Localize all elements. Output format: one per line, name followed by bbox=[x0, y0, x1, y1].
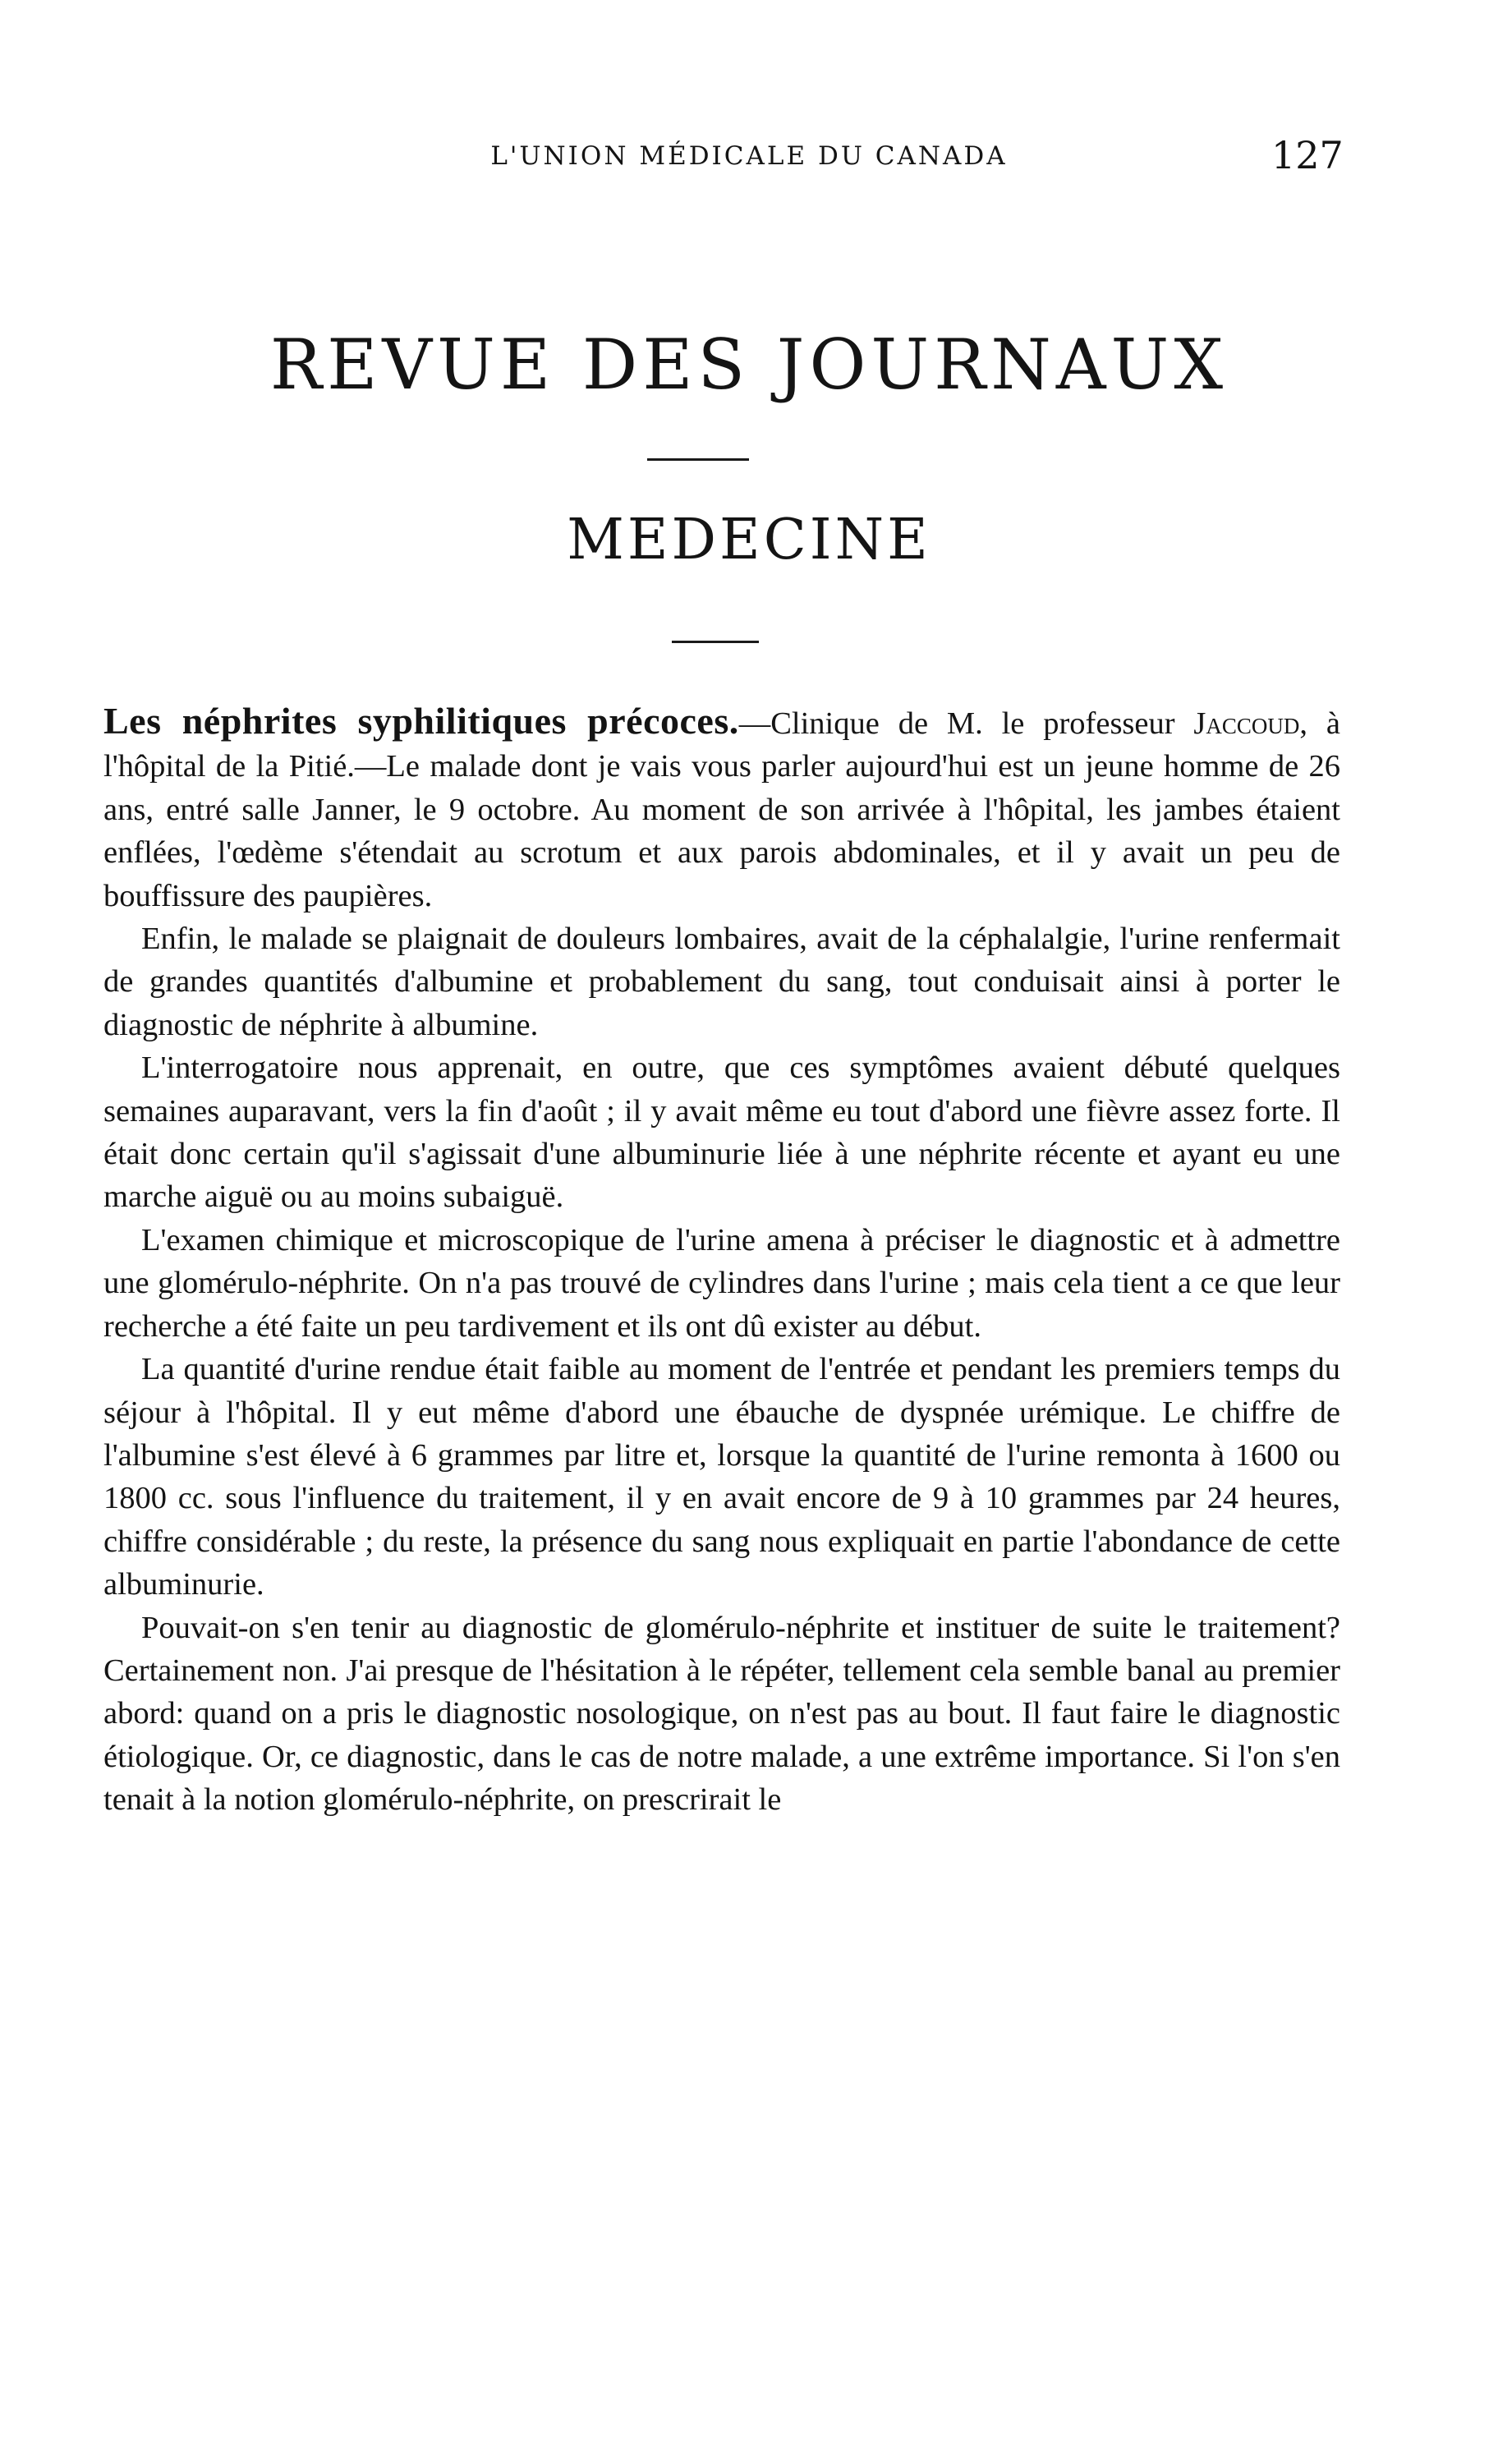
article-lead: —Clinique de M. le professeur bbox=[738, 706, 1194, 741]
article-first-paragraph bbox=[103, 700, 1340, 917]
section-heading: MEDECINE bbox=[567, 508, 931, 572]
section-divider bbox=[672, 641, 759, 643]
running-header bbox=[0, 133, 1498, 179]
article-paragraph: Enfin, le malade se plaignait de douleurs lombaires, avait de la céphalalgie, l'urine renfermait de grandes quantités d'albumine et probablement du sang, tout conduisait ainsi à porter le diagnostic de néphrite à albumine. bbox=[103, 922, 1340, 1042]
page-number: 127 bbox=[1271, 133, 1344, 177]
article-paragraph: La quantité d'urine rendue était faible au moment de l'entrée et pendant les premiers temps du séjour à l'hôpital. Il y eut même d'abord une ébauche de dyspnée urémique. Le chiffre de l'albumine s'est élevé à 6 grammes par litre et, lorsque la quantité de l'urine remonta à 1600 ou 1800 cc. sous l'influence du traitement, il y en avait encore de 9 à 10 grammes par 24 heures, chiffre considérable ; du reste, la présence du sang nous expliquait en partie l'abondance de cette albuminurie. bbox=[103, 1352, 1340, 1602]
author-name: Jaccoud bbox=[1193, 706, 1300, 741]
article-title: Les néphrites syphilitiques précoces. bbox=[103, 700, 739, 742]
article-paragraph: L'interrogatoire nous apprenait, en outre, que ces symptômes avaient débuté quelques semaines auparavant, vers la fin d'août ; il y avait même eu tout d'abord une fièvre assez forte. Il était donc certain qu'il s'agissait d'une albuminurie liée à une néphrite récente et ayant eu une marche aiguë ou au moins subaiguë. bbox=[103, 1050, 1340, 1215]
article-paragraph: Pouvait-on s'en tenir au diagnostic de glomérulo-néphrite et instituer de suite le traitement? Certainement non. J'ai presque de l'hésitation à le répéter, tellement cela semble banal au premier abord: quand on a pris le diagnostic nosologique, on n'est pas au bout. Il faut faire le diagnostic étiologique. Or, ce diagnostic, dans le cas de notre malade, a une extrême importance. Si l'on s'en tenait à la notion glomérulo-néphrite, on prescrirait le bbox=[103, 1610, 1340, 1818]
title-divider bbox=[647, 458, 749, 461]
article-body bbox=[103, 700, 1340, 1822]
article-paragraph: L'examen chimique et microscopique de l'urine amena à préciser le diagnostic et à admettre une glomérulo-néphrite. On n'a pas trouvé de cylindres dans l'urine ; mais cela tient a ce que leur recherche a été faite un peu tardivement et ils ont dû exister au début. bbox=[103, 1222, 1340, 1344]
page-title: REVUE DES JOURNAUX bbox=[269, 324, 1229, 405]
journal-name: L'UNION MÉDICALE DU CANADA bbox=[490, 141, 1008, 171]
article-lead-rest: , à l'hôpital de la Pitié.—Le malade dont je vais vous parler aujourd'hui est un jeune homme de 26 ans, entré salle Janner, le 9 octobre. Au moment de son arrivée à l'hôpital, les jambes étaient enflées, l'œdème s'étendait au scrotum et aux parois abdominales, et il y avait un peu de bouffissure des paupières. bbox=[103, 706, 1340, 913]
